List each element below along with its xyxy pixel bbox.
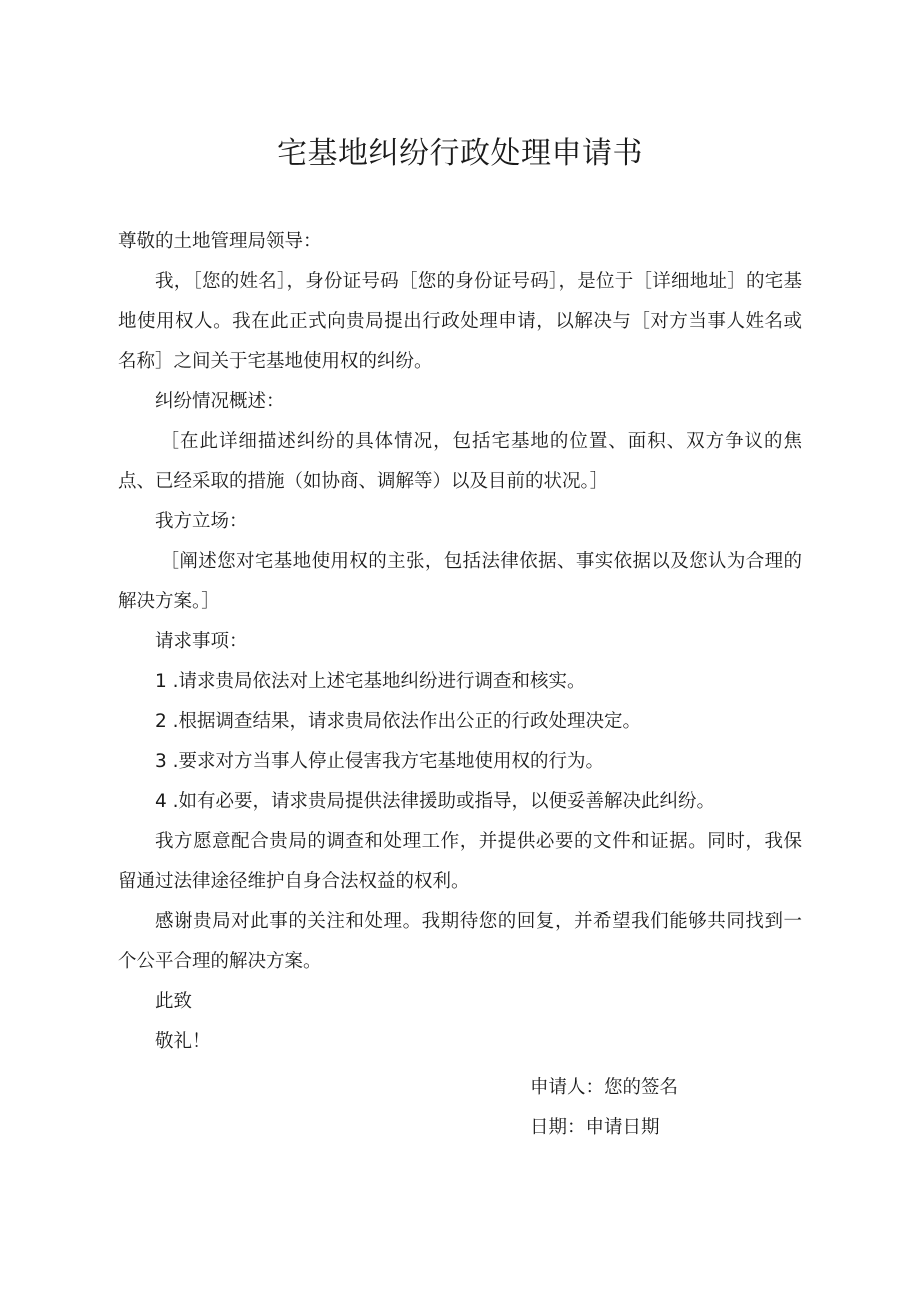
salutation: 尊敬的土地管理局领导： <box>118 231 322 252</box>
position-heading: 我方立场： <box>155 511 248 532</box>
applicant-signature: 申请人：您的签名 <box>530 1077 679 1098</box>
request-item-2: 2 .根据调查结果，请求贵局依法作出公正的行政处理决定。 <box>155 711 642 732</box>
closing-line-1: 此致 <box>155 991 193 1012</box>
signature-block <box>530 1068 678 1148</box>
request-item-4: 4 .如有必要，请求贵局提供法律援助或指导，以便妥善解决此纠纷。 <box>155 791 716 812</box>
position-body: ［阐述您对宅基地使用权的主张，包括法律依据、事实依据以及您认为合理的解决方案。］ <box>118 551 802 612</box>
dispute-heading: 纠纷情况概述： <box>155 391 285 412</box>
request-item-3: 3 .要求对方当事人停止侵害我方宅基地使用权的行为。 <box>155 751 605 772</box>
document-body <box>118 222 802 1062</box>
document-title: 宅基地纠纷行政处理申请书 <box>277 136 643 171</box>
cooperation-paragraph: 我方愿意配合贵局的调查和处理工作，并提供必要的文件和证据。同时，我保留通过法律途径维护自身合法权益的权利。 <box>118 831 802 892</box>
dispute-body: ［在此详细描述纠纷的具体情况，包括宅基地的位置、面积、双方争议的焦点、已经采取的措施（如协商、调解等）以及目前的状况。］ <box>118 431 802 492</box>
thanks-paragraph: 感谢贵局对此事的关注和处理。我期待您的回复，并希望我们能够共同找到一个公平合理的解决方案。 <box>118 911 802 972</box>
intro-paragraph: 我，［您的姓名］，身份证号码［您的身份证号码］，是位于［详细地址］的宅基地使用权人。我在此正式向贵局提出行政处理申请，以解决与［对方当事人姓名或名称］之间关于宅基地使用权的纠纷。 <box>118 271 802 372</box>
application-date: 日期：申请日期 <box>530 1117 660 1138</box>
request-item-1: 1 .请求贵局依法对上述宅基地纠纷进行调查和核实。 <box>155 671 586 692</box>
requests-heading: 请求事项： <box>155 631 248 652</box>
closing-line-2: 敬礼！ <box>155 1031 211 1052</box>
